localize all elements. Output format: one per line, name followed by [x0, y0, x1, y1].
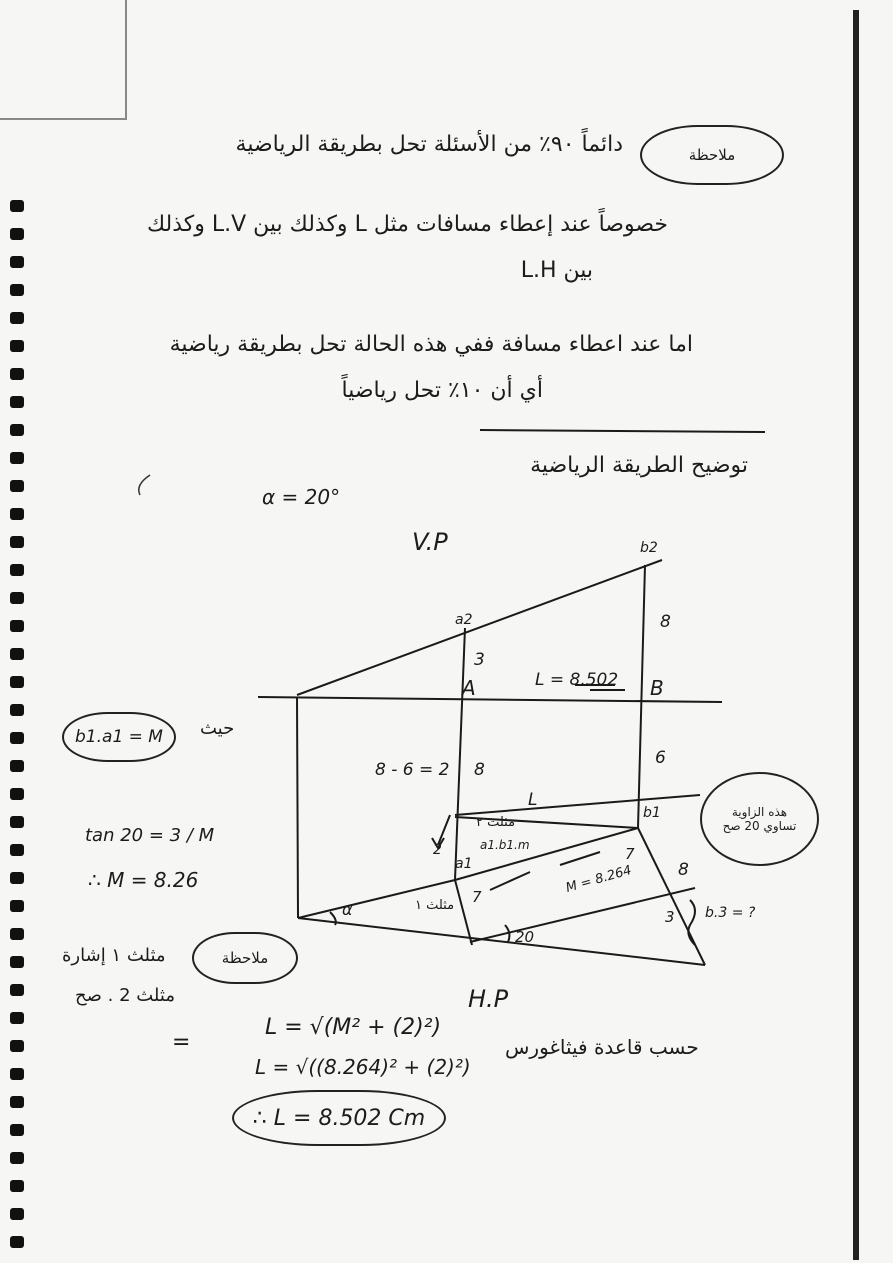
- tan-equation: tan 20 = 3 / M: [85, 825, 215, 846]
- tri-sign: مثلث ١ إشارة: [62, 945, 166, 966]
- arrow-7-b: [560, 852, 600, 865]
- note-line-2b: بين L.H: [520, 258, 593, 283]
- section-heading: توضيح الطريقة الرياضية: [530, 453, 748, 478]
- projector-b: [638, 565, 645, 828]
- pythagoras-note: حسب قاعدة فيثاغورس: [505, 1035, 699, 1059]
- bracket-label: b.3 = ?: [705, 905, 756, 921]
- m-result: ∴ M = 8.26: [88, 868, 199, 892]
- note-line-2a: خصوصاً عند إعطاء مسافات مثل L وكذلك بين L.V وكذلك: [146, 212, 668, 237]
- arrow-7-a: [490, 872, 530, 890]
- lower-parallel: [470, 888, 695, 942]
- triangle-2-label: مثلث ٢: [476, 815, 516, 830]
- label-B: B: [650, 676, 664, 700]
- projector-lower: [455, 880, 472, 945]
- hp-label: H.P: [468, 985, 509, 1013]
- dim-3-top: 3: [474, 650, 485, 670]
- dim-2: 2: [433, 842, 442, 858]
- dim-7-b: 7: [625, 845, 635, 863]
- label-a2: a2: [455, 612, 473, 628]
- label-b1: b1: [643, 805, 661, 821]
- formula-3: ∴ L = 8.502 Cm: [252, 1105, 426, 1131]
- b1a1-bubble: [62, 712, 176, 762]
- note-line-3b: أي أن ١٠٪ تحل رياضياً: [341, 378, 543, 403]
- left-projector: [297, 697, 298, 918]
- dim-6-mid: 6: [655, 748, 666, 768]
- angle-note-bubble: [700, 772, 819, 866]
- vp-label: V.P: [412, 528, 448, 556]
- m-equation: M = 8.264: [564, 862, 634, 897]
- tri2-line: مثلث 2 . صح: [75, 985, 175, 1006]
- arrow-left-shaft: [438, 815, 450, 845]
- note-line-3a: اما عند اعطاء مسافة ففي هذه الحالة تحل بطريقة رياضية: [169, 332, 693, 357]
- note-bubble-2: [192, 932, 298, 984]
- note-label: ملاحظة: [688, 146, 736, 164]
- L-top: L = 8.502: [535, 670, 619, 690]
- label-alpha: α: [342, 900, 353, 919]
- b1a1-text: b1.a1 = M: [75, 727, 163, 747]
- alpha-equation: α = 20°: [262, 485, 341, 509]
- label-A: A: [462, 676, 476, 700]
- L-mid: L: [528, 790, 538, 810]
- where-label: حيث: [200, 718, 235, 739]
- triangle-2-eq: a1.b1.m: [480, 838, 530, 852]
- dim-3-right: 3: [665, 908, 675, 926]
- note-label-2: ملاحظة: [221, 949, 269, 967]
- heading-underline: [480, 430, 765, 432]
- dim-7-a: 7: [472, 888, 482, 906]
- dim-8-right: 8: [678, 860, 689, 880]
- label-b2: b2: [640, 540, 658, 556]
- formula-2: L = √((8.264)² + (2)²): [255, 1055, 471, 1079]
- projector-a: [455, 628, 465, 880]
- label-20: 20: [515, 928, 535, 946]
- label-a1: a1: [455, 856, 473, 872]
- dim-8-top: 8: [660, 612, 671, 632]
- moon-mark: [139, 475, 150, 495]
- eq-8-6: 8 - 6 = 2: [375, 760, 450, 780]
- result-bubble: [232, 1090, 446, 1146]
- note-line-1: دائماً ٩٠٪ من الأسئلة تحل بطريقة الرياضية: [235, 132, 623, 157]
- lower-hp-line: [298, 918, 705, 965]
- formula-1: L = √(M² + (2)²): [265, 1015, 442, 1040]
- angle-note-text: هذه الزاوية تساوي 20 صح: [722, 805, 797, 833]
- dim-8-mid: 8: [474, 760, 485, 780]
- equals-sign: =: [172, 1030, 191, 1055]
- arc-bottom-left: [330, 912, 336, 925]
- triangle-1-label: مثلث ١: [415, 898, 455, 913]
- arrow-l: [455, 795, 700, 815]
